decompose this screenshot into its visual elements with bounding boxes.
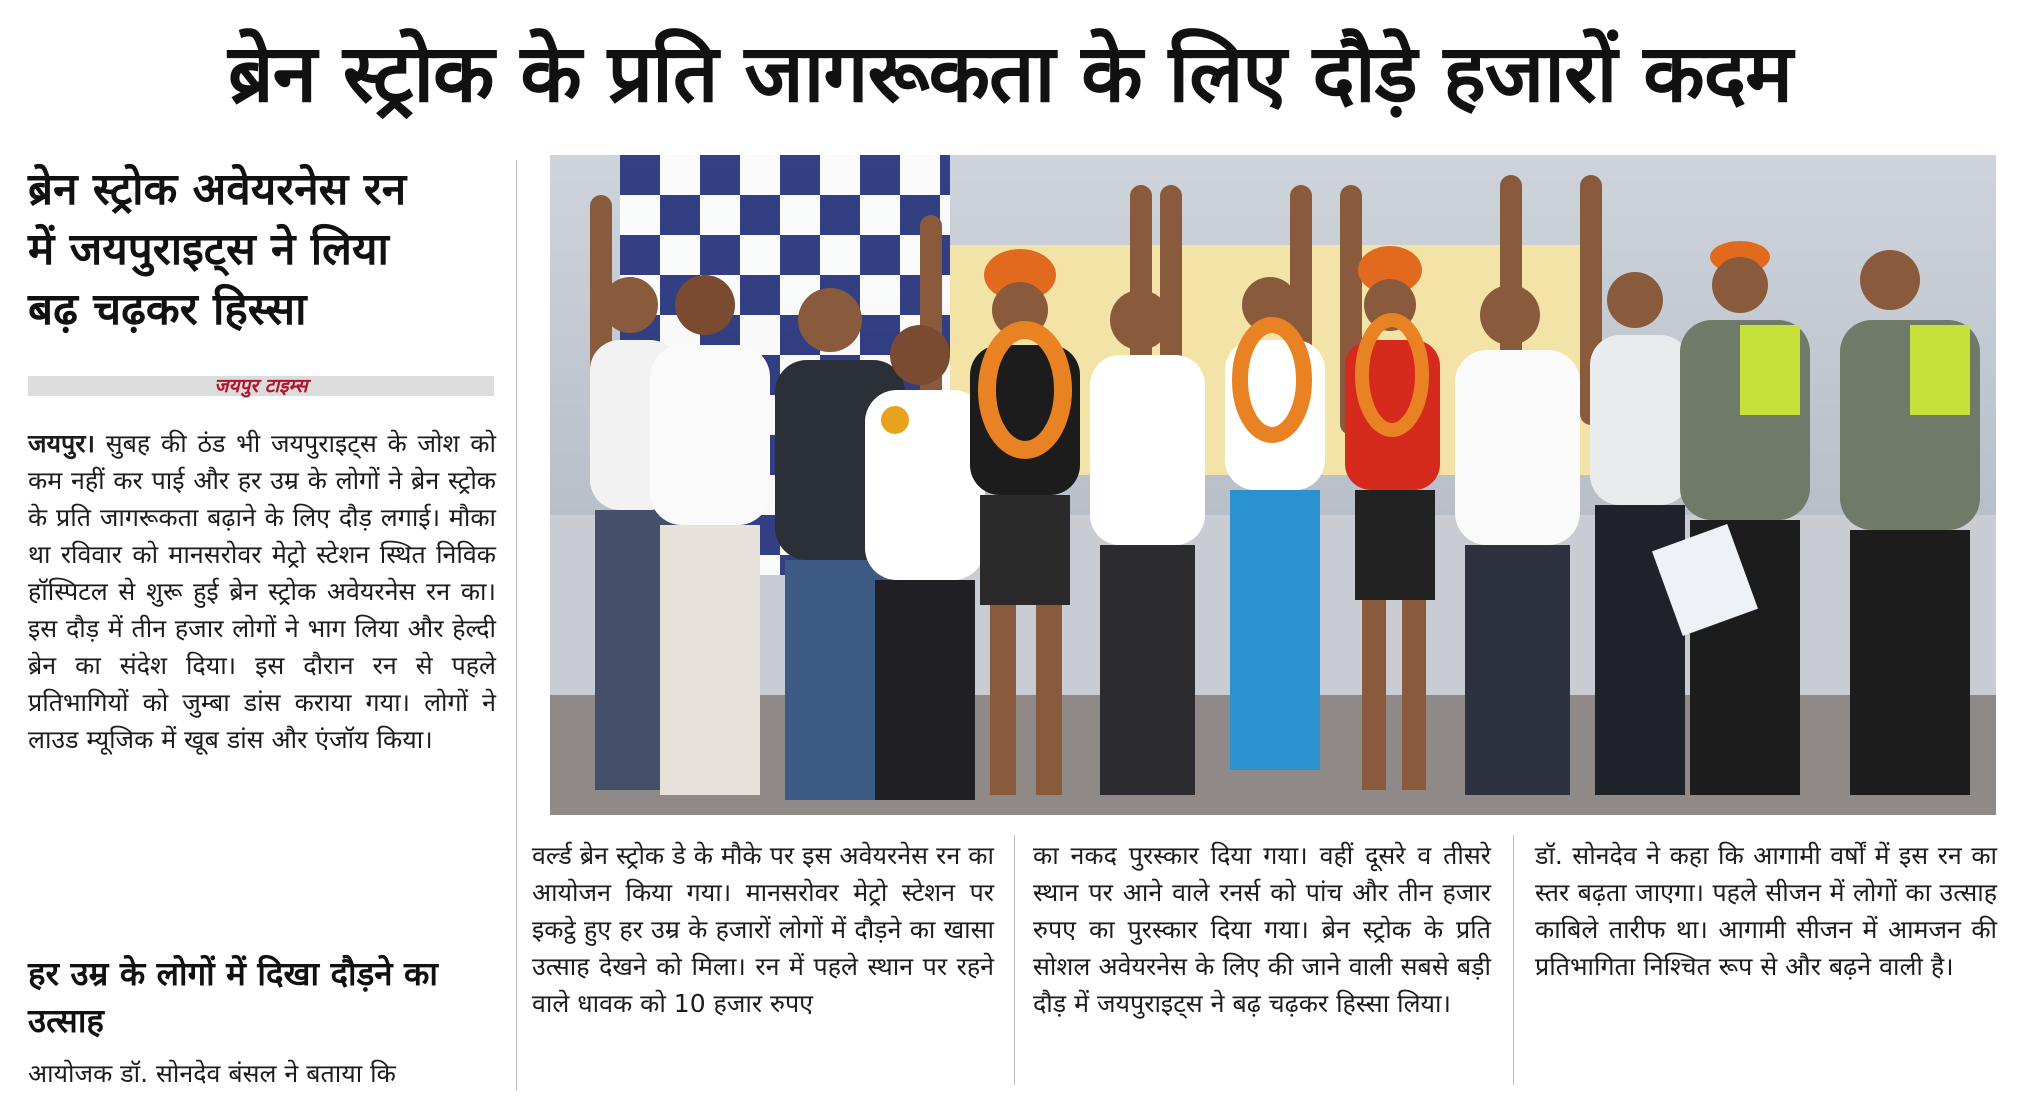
column-divider — [516, 160, 517, 1090]
subheadline-line: बढ़ चढ़कर हिस्सा — [28, 284, 307, 335]
dateline: जयपुर। — [28, 429, 95, 458]
group-of-runners — [550, 155, 1996, 815]
article-column-1 — [28, 425, 496, 758]
byline: जयपुर टाइम्स — [214, 375, 308, 397]
subheadline-line: ब्रेन स्ट्रोक अवेयरनेस रन — [28, 164, 407, 215]
event-photo — [550, 155, 1996, 815]
section-subheading: हर उम्र के लोगों में दिखा दौड़ने का उत्साह — [28, 954, 438, 1040]
article-column-4: डॉ. सोनदेव ने कहा कि आगामी वर्षों में इस रन का स्तर बढ़ता जाएगा। पहले सीजन में लोगों का उत्साह काबिले तारीफ था। आगामी सीजन में आमजन की प्रतिभागिता निश्चित रूप से और बढ़ने वाली है। — [1535, 841, 1997, 981]
column-1-text: सुबह की ठंड भी जयपुराइट्स के जोश को कम नहीं कर पाई और हर उम्र के लोगों ने ब्रेन स्ट्रोक के प्रति जागरूकता बढ़ाने के लिए दौड़ लगाई। मौका था रविवार को मानसरोवर मेट्रो स्टेशन स्थित निविक हॉस्पिटल से शुरू हुई ब्रेन स्ट्रोक अवेयरनेस रन का। इस दौड़ में तीन हजार लोगों ने भाग लिया और हेल्दी ब्रेन का संदेश दिया। इस दौरान रन से पहले प्रतिभागियों को जुम्बा डांस कराया गया। लोगों ने लाउड म्यूजिक में खूब डांस और एंजॉय किया। — [28, 429, 496, 754]
byline-bar — [28, 376, 494, 396]
subheadline-line: में जयपुराइट्स ने लिया — [28, 224, 389, 275]
column-divider — [1014, 835, 1015, 1085]
column-1-tail: आयोजक डॉ. सोनदेव बंसल ने बताया कि — [28, 1059, 396, 1088]
article-column-3: का नकद पुरस्कार दिया गया। वहीं दूसरे व तीसरे स्थान पर आने वाले रनर्स को पांच और तीन हजार रुपए का पुरस्कार दिया गया। ब्रेन स्ट्रोक के प्रति सोशल अवेयरनेस के लिए की जाने वाली सबसे बड़ी दौड़ में जयपुराइट्स ने बढ़ चढ़कर हिस्सा लिया। — [1033, 841, 1491, 1018]
subheadline — [28, 160, 508, 340]
column-divider — [1513, 835, 1514, 1085]
article-column-2: वर्ल्ड ब्रेन स्ट्रोक डे के मौके पर इस अवेयरनेस रन का आयोजन किया गया। मानसरोवर मेट्रो स्टेशन पर इकट्ठे हुए हर उम्र के हजारों लोगों में दौड़ने का खासा उत्साह देखने को मिला। रन में पहले स्थान पर रहने वाले धावक को 10 हजार रुपए — [532, 841, 994, 1018]
headline: ब्रेन स्ट्रोक के प्रति जागरूकता के लिए दौड़े हजारों कदम — [227, 27, 1793, 120]
